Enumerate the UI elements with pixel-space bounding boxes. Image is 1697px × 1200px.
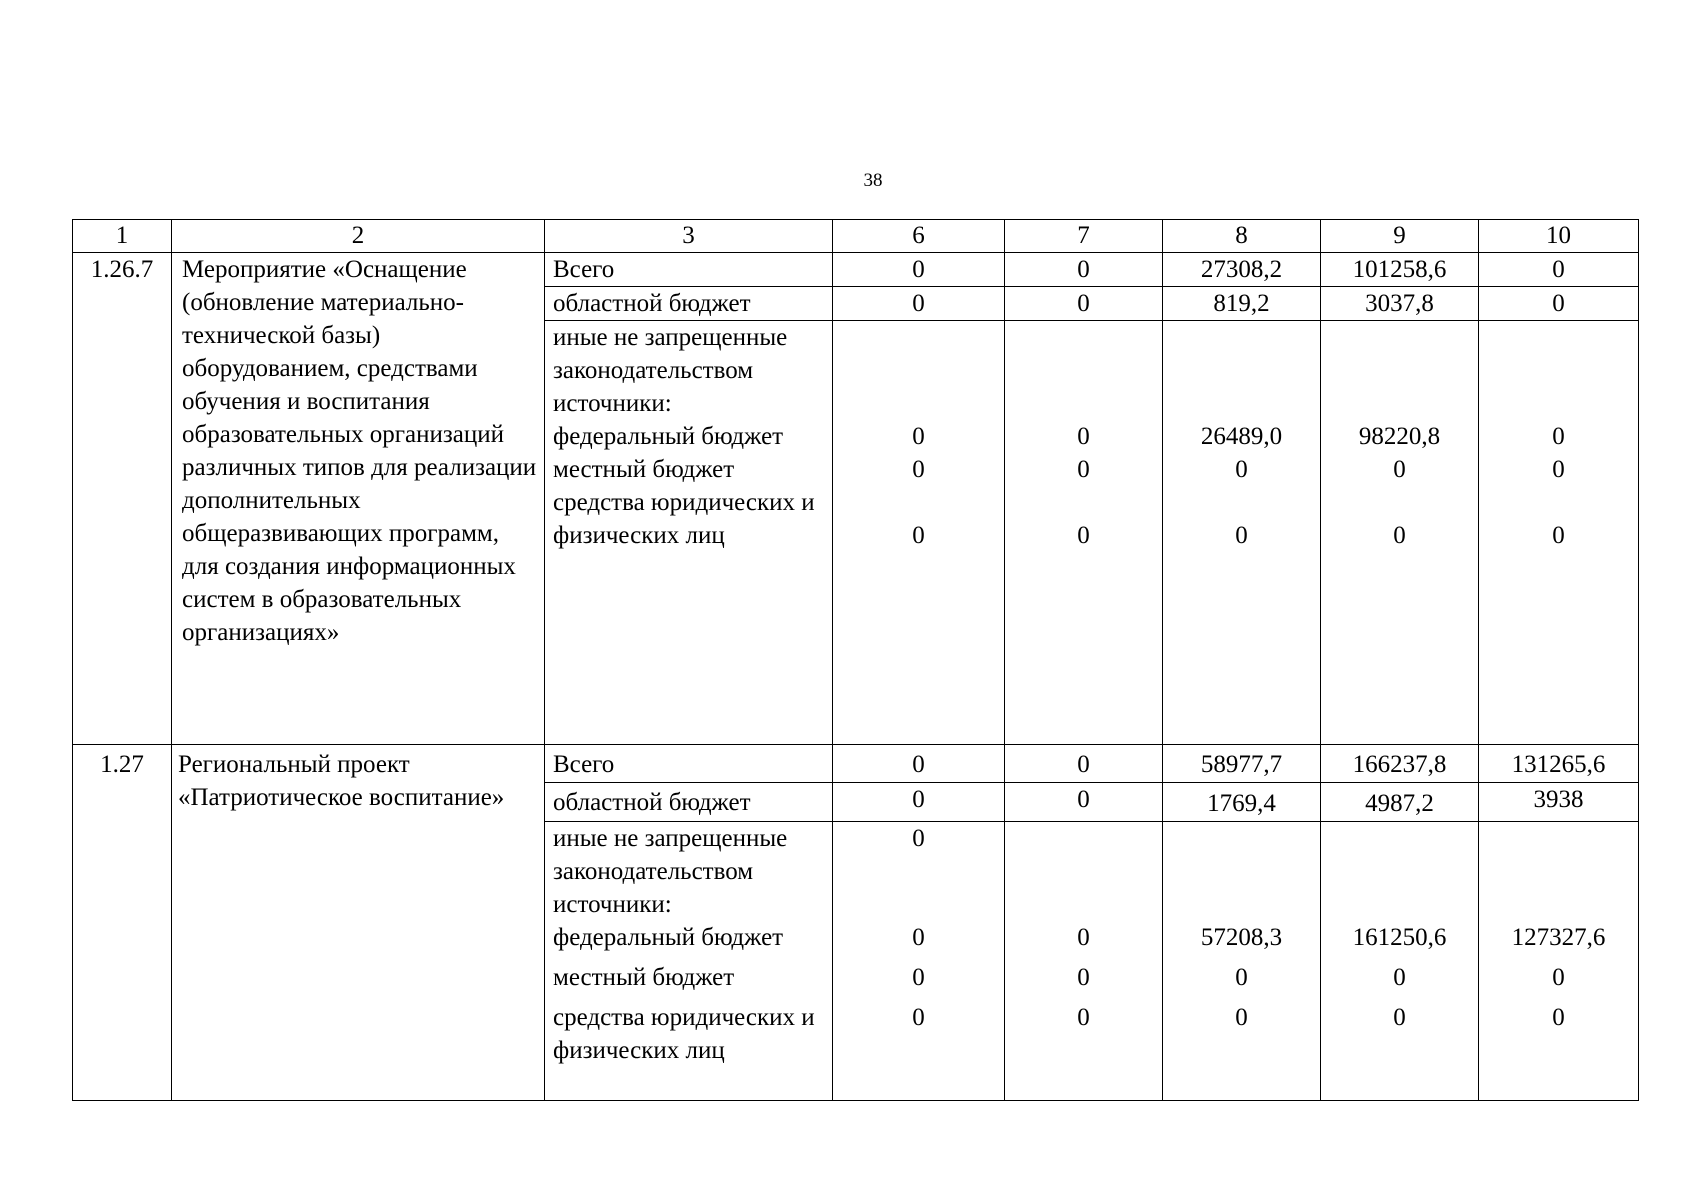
row-code: 1.27 bbox=[73, 745, 172, 1101]
local-value: 0 bbox=[1077, 456, 1090, 483]
value-cell bbox=[1163, 822, 1321, 1101]
local-value: 0 bbox=[1552, 964, 1565, 991]
local-label: местный бюджет bbox=[553, 964, 735, 991]
legal-value: 0 bbox=[1235, 522, 1248, 549]
legal-value: 0 bbox=[1077, 1004, 1090, 1031]
legal-value: 0 bbox=[1393, 522, 1406, 549]
value-cell: 0 bbox=[833, 287, 1005, 321]
value-cell: 131265,6 bbox=[1479, 745, 1639, 783]
table-row bbox=[73, 745, 1639, 783]
column-header: 3 bbox=[545, 220, 833, 253]
legal-value: 0 bbox=[1552, 1004, 1565, 1031]
federal-value: 127327,6 bbox=[1511, 924, 1606, 951]
value-cell: 0 bbox=[833, 745, 1005, 783]
legal-value: 0 bbox=[1235, 1004, 1248, 1031]
value-cell bbox=[1321, 822, 1479, 1101]
local-value: 0 bbox=[1235, 456, 1248, 483]
value-cell: 819,2 bbox=[1163, 287, 1321, 321]
local-value: 0 bbox=[1077, 964, 1090, 991]
local-value: 0 bbox=[912, 456, 925, 483]
source-breakdown bbox=[545, 321, 833, 745]
source-label: областной бюджет bbox=[545, 287, 833, 321]
source-label: областной бюджет bbox=[545, 783, 833, 822]
value-cell: 4987,2 bbox=[1321, 783, 1479, 822]
federal-label: федеральный бюджет bbox=[553, 423, 784, 450]
column-header: 9 bbox=[1321, 220, 1479, 253]
value-cell: 3938 bbox=[1479, 783, 1639, 822]
row-code: 1.26.7 bbox=[73, 253, 172, 745]
column-header: 6 bbox=[833, 220, 1005, 253]
local-value: 0 bbox=[1393, 456, 1406, 483]
federal-value: 98220,8 bbox=[1358, 423, 1441, 450]
local-value: 0 bbox=[1393, 964, 1406, 991]
legal-value: 0 bbox=[1393, 1004, 1406, 1031]
federal-value: 0 bbox=[912, 924, 925, 951]
header-row bbox=[73, 220, 1639, 253]
value-cell: 58977,7 bbox=[1163, 745, 1321, 783]
value-cell: 27308,2 bbox=[1163, 253, 1321, 287]
column-header: 10 bbox=[1479, 220, 1639, 253]
local-label: местный бюджет bbox=[553, 456, 735, 483]
federal-value: 0 bbox=[1552, 423, 1565, 450]
federal-value: 0 bbox=[1077, 924, 1090, 951]
legal-label: средства юридических и физических лиц bbox=[553, 489, 815, 549]
value-cell: 3037,8 bbox=[1321, 287, 1479, 321]
local-value: 0 bbox=[1235, 964, 1248, 991]
federal-label: федеральный бюджет bbox=[553, 924, 784, 951]
legal-value: 0 bbox=[1552, 522, 1565, 549]
value-cell bbox=[1479, 321, 1639, 745]
other-sources-label: иные не запрещенные законодательством источники: bbox=[553, 825, 788, 918]
source-breakdown bbox=[545, 822, 833, 1101]
page-number: 38 bbox=[863, 170, 883, 191]
legal-value: 0 bbox=[912, 1004, 925, 1031]
value-cell: 0 bbox=[833, 253, 1005, 287]
table-row bbox=[73, 253, 1639, 287]
value-cell: 101258,6 bbox=[1321, 253, 1479, 287]
budget-table bbox=[72, 219, 1639, 1101]
value-cell: 166237,8 bbox=[1321, 745, 1479, 783]
value-cell: 0 bbox=[1005, 253, 1163, 287]
value-cell: 0 bbox=[1479, 287, 1639, 321]
federal-value: 57208,3 bbox=[1200, 924, 1283, 951]
value-cell: 0 bbox=[1005, 745, 1163, 783]
value-cell bbox=[1321, 321, 1479, 745]
column-header: 7 bbox=[1005, 220, 1163, 253]
value-cell: 0 bbox=[1005, 287, 1163, 321]
value-cell bbox=[833, 822, 1005, 1101]
other-sources-value: 0 bbox=[912, 825, 925, 852]
value-cell bbox=[1005, 321, 1163, 745]
local-value: 0 bbox=[912, 964, 925, 991]
value-cell bbox=[1163, 321, 1321, 745]
column-header: 1 bbox=[73, 220, 172, 253]
value-cell: 0 bbox=[833, 783, 1005, 822]
local-value: 0 bbox=[1552, 456, 1565, 483]
federal-value: 0 bbox=[1077, 423, 1090, 450]
other-sources-label: иные не запрещенные законодательством источники: bbox=[553, 324, 788, 417]
value-cell: 0 bbox=[1005, 783, 1163, 822]
legal-value: 0 bbox=[912, 522, 925, 549]
value-cell bbox=[833, 321, 1005, 745]
value-cell bbox=[1479, 822, 1639, 1101]
source-label: Всего bbox=[545, 253, 833, 287]
column-header: 8 bbox=[1163, 220, 1321, 253]
value-cell: 0 bbox=[1479, 253, 1639, 287]
source-label: Всего bbox=[545, 745, 833, 783]
legal-value: 0 bbox=[1077, 522, 1090, 549]
row-name: Мероприятие «Оснащение (обновление материально-технической базы) оборудованием, средствами обучения и воспитания образовательных организаций различных типов для реализации дополнительных общеразвивающих программ, для создания информационных систем в образовательных организациях» bbox=[172, 253, 545, 745]
column-header: 2 bbox=[172, 220, 545, 253]
value-cell bbox=[1005, 822, 1163, 1101]
row-name: Региональный проект «Патриотическое воспитание» bbox=[172, 745, 545, 1101]
federal-value: 0 bbox=[912, 423, 925, 450]
federal-value: 161250,6 bbox=[1352, 924, 1447, 951]
federal-value: 26489,0 bbox=[1200, 423, 1283, 450]
legal-label: средства юридических и физических лиц bbox=[553, 1004, 815, 1064]
value-cell: 1769,4 bbox=[1163, 783, 1321, 822]
